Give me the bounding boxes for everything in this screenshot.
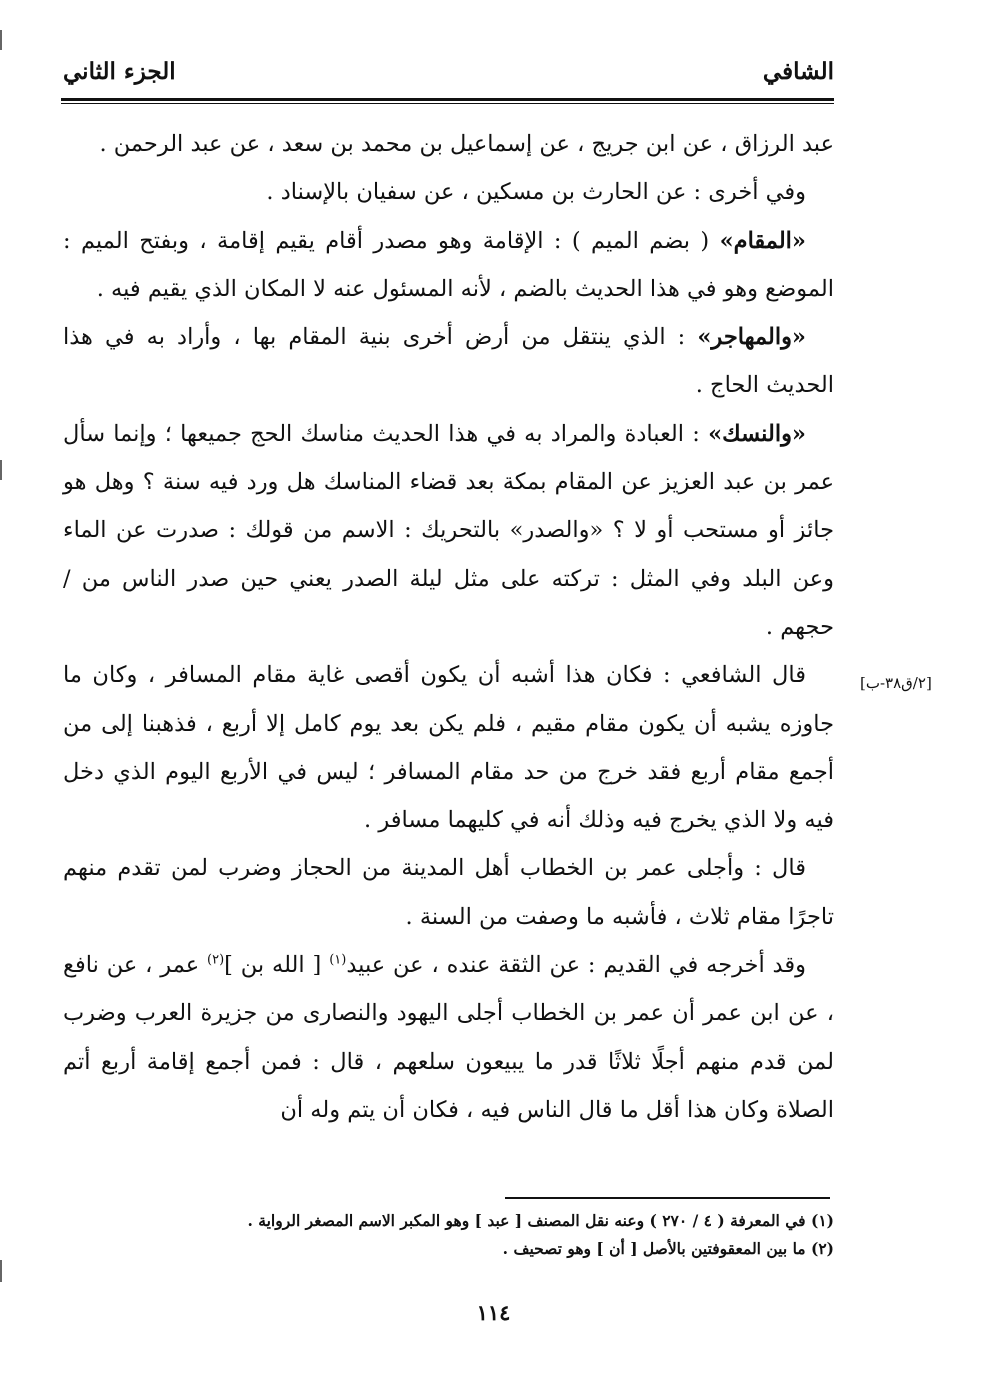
defined-term: «المقام» (719, 227, 806, 254)
scan-edge-mark (0, 30, 2, 50)
scan-edge-mark (0, 1260, 2, 1282)
paragraph: وفي أخرى : عن الحارث بن مسكين ، عن سفيان بالإسناد . (266, 179, 806, 206)
page-number: ١١٤ (476, 1300, 511, 1325)
scan-edge-mark (0, 460, 2, 480)
defined-term: «والمهاجر» (697, 324, 806, 351)
book-title: الشافي (762, 58, 834, 85)
paragraph (63, 941, 834, 1134)
paragraph (63, 410, 834, 651)
paragraph (63, 313, 834, 410)
margin-note: [٢/ق٣٨-ب] (860, 674, 932, 692)
text-segment: [ الله بن ] (224, 952, 322, 979)
definition-text: : الذي ينتقل من أرض أخرى بنية المقام بها ، وأراد به في هذا الحديث الحاج . (63, 324, 834, 399)
footnotes (63, 1207, 834, 1263)
footnote-ref: (١) (329, 952, 347, 968)
definition-text: ( بضم الميم ) : الإقامة وهو مصدر أقام يقيم إقامة ، وبفتح الميم : الموضع وهو في هذا الحديث بالضم ، لأنه المسئول عنه لا المكان الذي يقيم فيه . (63, 227, 834, 302)
text-segment: عمر ، عن نافع ، عن ابن عمر أن عمر بن الخطاب أجلى اليهود والنصارى من جزيرة العرب وضرب لمن قدم منهم أجلًا ثلاثًا قدر ما يبيعون سلعهم ، قال : فمن أجمع إقامة أربع أتم الصلاة وكان هذا أقل ما قال الناس فيه ، فكان أن يتم وله أن (63, 952, 834, 1123)
footnote: (١) في المعرفة ( ٤ / ٢٧٠ ) وعنه نقل المصنف [ عبد ] وهو المكبر الاسم المصغر الرواية . (247, 1211, 834, 1230)
volume-label: الجزء الثاني (63, 58, 176, 85)
page-header (61, 54, 834, 98)
footnote-ref: (٢) (207, 952, 225, 968)
paragraph: عبد الرزاق ، عن ابن جريج ، عن إسماعيل بن محمد بن سعد ، عن عبد الرحمن . (99, 131, 834, 157)
defined-term: «والنسك» (708, 420, 806, 447)
definition-text: : العبادة والمراد به في هذا الحديث مناسك الحج جميعها ؛ وإنما سأل عمر بن عبد العزيز عن المقام بمكة بعد قضاء المناسك هل ورد فيه سنة ؟ وهل هو جائز أو مستحب أو لا ؟ «والصدر» بالتحريك : الاسم من قولك : صدرت عن الماء وعن البلد وفي المثل : تركته على مثل ليلة الصدر يعني حين صدر الناس من / حجهم . (63, 420, 834, 640)
text-segment: وقد أخرجه في القديم : عن الثقة عنده ، عن عبيد (346, 952, 806, 979)
header-rule-thin (61, 103, 834, 104)
footnote: (٢) ما بين المعقوفتين بالأصل [ أن ] وهو تصحيف . (502, 1239, 834, 1258)
paragraph: قال : وأجلى عمر بن الخطاب أهل المدينة من الحجاز وضرب لمن تقدم منهم تاجرًا مقام ثلاث ، فأشبه ما وصفت من السنة . (63, 855, 834, 930)
paragraph: قال الشافعي : فكان هذا أشبه أن يكون أقصى غاية مقام المسافر ، وكان ما جاوزه يشبه أن يكون مقام مقيم ، فلم يكن بعد يوم كامل إلا أربع ، فذهبنا إلى من أجمع مقام أربع فقد خرج من حد مقام المسافر ؛ ليس في الأربع اليوم الذي دخل فيه ولا الذي يخرج فيه وذلك أنه في كليهما مسافر . (63, 662, 834, 834)
paragraph (63, 217, 834, 314)
footnote-rule (505, 1197, 830, 1199)
main-text (63, 120, 834, 1134)
header-rule (61, 98, 834, 101)
